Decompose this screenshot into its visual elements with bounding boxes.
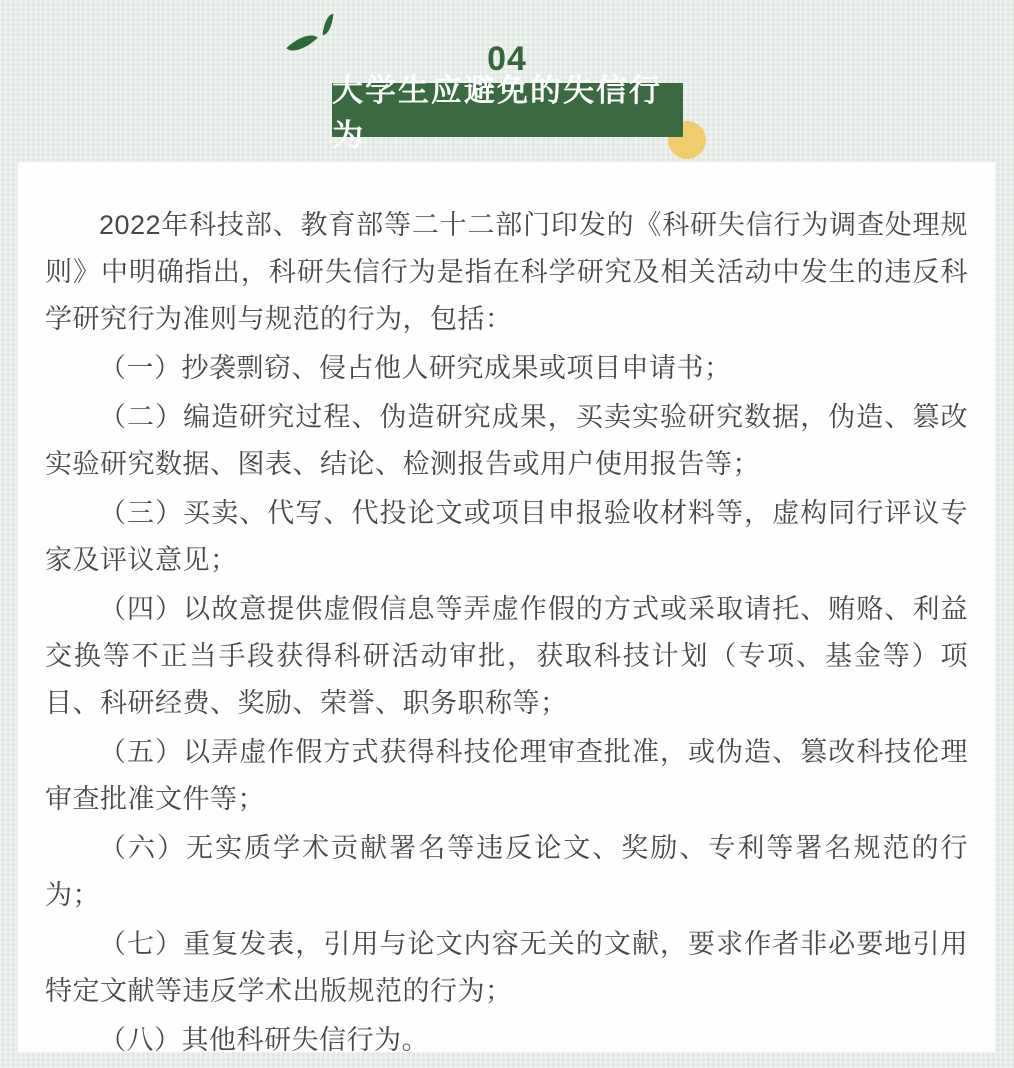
list-item: （六）无实质学术贡献署名等违反论文、奖励、专利等署名规范的行为； — [45, 833, 968, 910]
section-title-banner — [332, 73, 683, 153]
list-item: （一）抄袭剽窃、侵占他人研究成果或项目申请书； — [99, 353, 732, 383]
list-item: （四）以故意提供虚假信息等弄虚作假的方式或采取请托、贿赂、利益交换等不正当手段获得科研活动审批，获取科技计划（专项、基金等）项目、科研经费、奖励、荣誉、职务职称等； — [45, 594, 968, 718]
section-title: 大学生应避免的失信行为 — [332, 73, 662, 153]
content-card — [18, 162, 995, 1055]
list-item: （二）编造研究过程、伪造研究成果，买卖实验研究数据，伪造、篡改实验研究数据、图表、结论、检测报告或用户使用报告等； — [45, 402, 968, 479]
list-item: （八）其他科研失信行为。 — [99, 1025, 429, 1055]
list-item: （三）买卖、代写、代投论文或项目申报验收材料等，虚构同行评议专家及评议意见； — [45, 498, 968, 575]
intro-paragraph: 2022年科技部、教育部等二十二部门印发的《科研失信行为调查处理规则》中明确指出，科研失信行为是指在科学研究及相关活动中发生的违反科学研究行为准则与规范的行为，包括： — [45, 210, 968, 334]
list-item: （七）重复发表，引用与论文内容无关的文献，要求作者非必要地引用特定文献等违反学术出版规范的行为； — [45, 929, 968, 1006]
list-item: （五）以弄虚作假方式获得科技伦理审查批准，或伪造、篡改科技伦理审查批准文件等； — [45, 737, 968, 814]
leaf-icon — [323, 13, 334, 36]
section-number: 04 — [487, 40, 527, 78]
